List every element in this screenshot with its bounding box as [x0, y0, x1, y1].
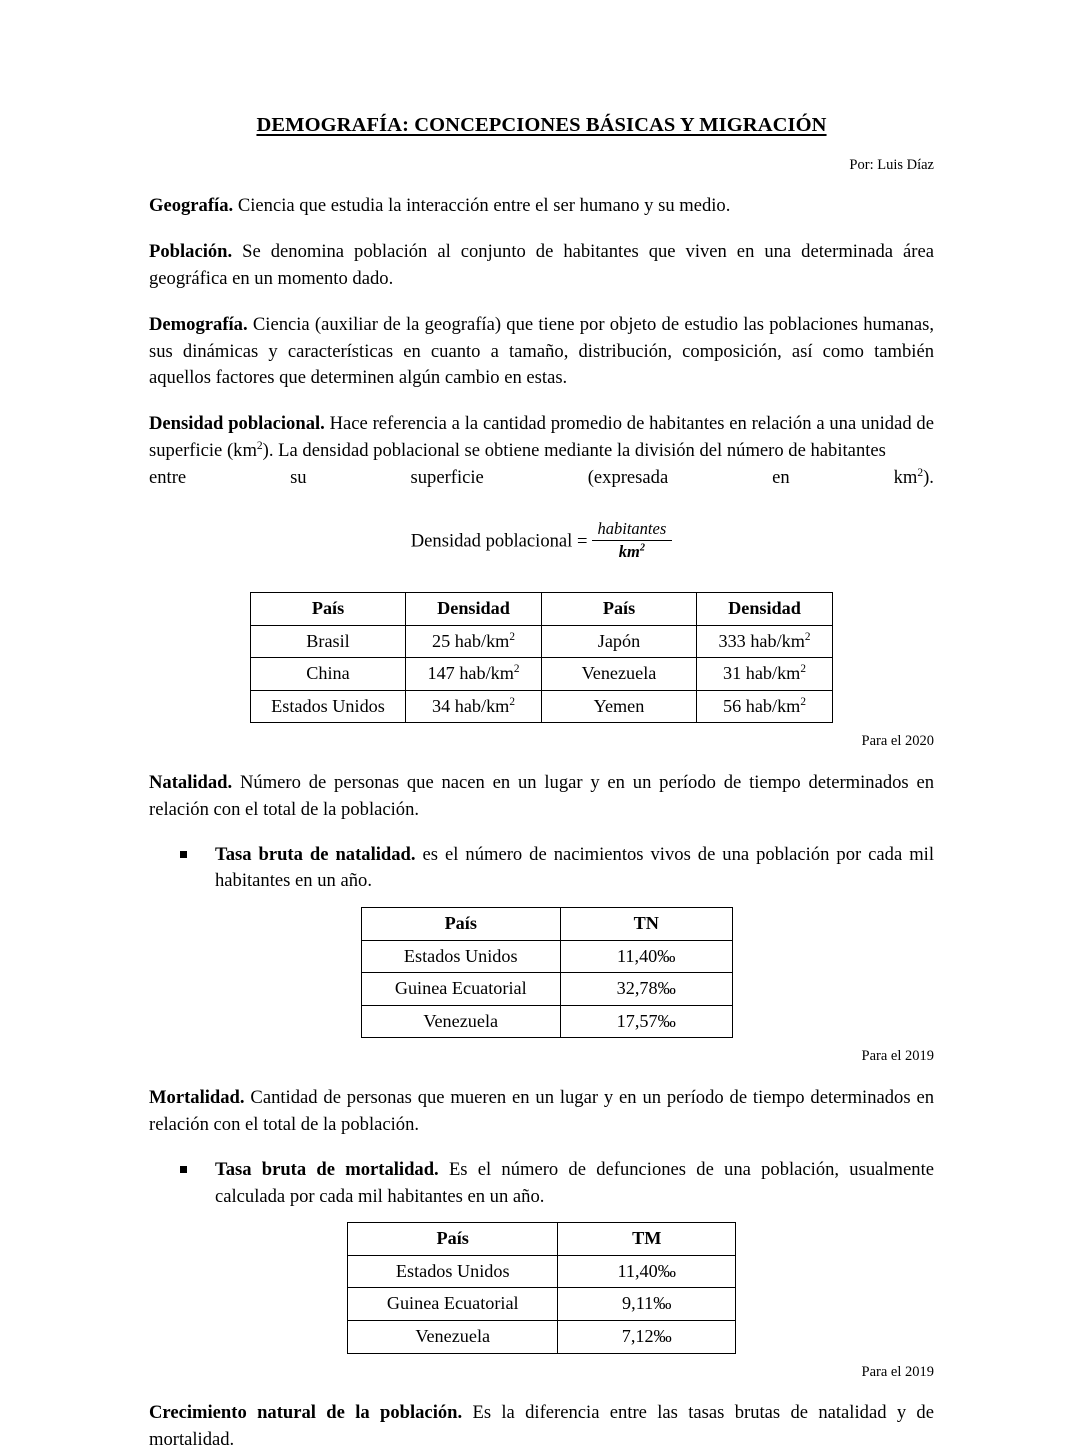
- table-row: [251, 690, 833, 723]
- definition-mortalidad: Cantidad de personas que mueren en un lugar y en un período de tiempo determinados en relación con el total de la población.: [149, 1087, 934, 1135]
- cell-country: Guinea Ecuatorial: [348, 1288, 558, 1321]
- justified-word-km: km: [893, 466, 918, 488]
- cell-country: Venezuela: [361, 1005, 560, 1038]
- formula-denominator: [592, 540, 673, 562]
- table-row: [348, 1255, 736, 1288]
- column-header-densidad-2: Densidad: [697, 592, 833, 625]
- cell-density-value: 31 hab/km: [723, 663, 801, 684]
- cell-country: Brasil: [251, 625, 406, 658]
- paragraph-demografia: [149, 312, 934, 392]
- cell-country: Yemen: [542, 690, 697, 723]
- table-row: [348, 1288, 736, 1321]
- table-row: [251, 658, 833, 691]
- paragraph-geografia: [149, 193, 934, 220]
- natality-table: [361, 907, 733, 1038]
- justified-word-su: su: [290, 466, 307, 488]
- byline: Por: Luis Díaz: [849, 156, 934, 173]
- superscript-two: 2: [509, 695, 515, 708]
- column-header-densidad-1: Densidad: [406, 592, 542, 625]
- list-item-content: [215, 1157, 934, 1211]
- page-title: [149, 112, 934, 139]
- justified-word-expresada: (expresada: [587, 466, 669, 488]
- natality-table-container: [149, 907, 934, 1038]
- cell-rate: 17,57‰: [560, 1005, 732, 1038]
- justified-word-superficie: superficie: [410, 466, 484, 488]
- table-row: [348, 1320, 736, 1353]
- cell-rate: 32,78‰: [560, 973, 732, 1006]
- paragraph-crecimiento: [149, 1400, 934, 1454]
- cell-density: [406, 690, 542, 723]
- cell-density-value: 56 hab/km: [723, 695, 801, 716]
- page-title-text: DEMOGRAFÍA: CONCEPCIONES BÁSICAS Y MIGRACIÓN: [256, 114, 827, 136]
- definition-densidad-justified-line: [149, 465, 934, 492]
- list-item-tasa-natalidad: [149, 842, 934, 896]
- definition-densidad-line1: Hace referencia a la cantidad promedio de habitantes en relación a una unidad: [324, 413, 912, 435]
- cell-country: Venezuela: [348, 1320, 558, 1353]
- square-bullet-icon: [180, 851, 187, 858]
- column-header-tm: TM: [558, 1223, 736, 1256]
- mortality-table-caption: Para el 2019: [861, 1363, 934, 1380]
- cell-density-value: 147 hab/km: [427, 663, 514, 684]
- mortality-table: [347, 1222, 736, 1353]
- cell-country: Venezuela: [542, 658, 697, 691]
- superscript-two: 2: [509, 630, 515, 643]
- formula-label: Densidad poblacional: [410, 530, 573, 552]
- column-header-pais: País: [348, 1223, 558, 1256]
- term-demografia: Demografía.: [149, 313, 248, 335]
- term-natalidad: Natalidad.: [149, 772, 233, 794]
- definition-densidad-line2b: ). La densidad poblacional se obtiene mediante la división del número de habitantes: [262, 439, 886, 461]
- superscript-two: 2: [917, 466, 924, 479]
- cell-density: [697, 690, 833, 723]
- cell-density-value: 25 hab/km: [432, 630, 510, 651]
- cell-country: Guinea Ecuatorial: [361, 973, 560, 1006]
- column-header-pais-2: País: [542, 592, 697, 625]
- density-table-caption: Para el 2020: [861, 733, 934, 750]
- term-poblacion: Población.: [149, 241, 233, 263]
- definition-geografia: Ciencia que estudia la interacción entre el ser humano y su medio.: [233, 195, 731, 217]
- cell-density: [697, 658, 833, 691]
- formula-numerator: habitantes: [597, 519, 667, 539]
- paragraph-densidad: [149, 411, 934, 465]
- density-formula: [149, 521, 934, 564]
- term-densidad: Densidad poblacional.: [149, 413, 325, 435]
- justified-word-entre: entre: [149, 466, 187, 488]
- density-table: [250, 592, 833, 723]
- cell-country: Japón: [542, 625, 697, 658]
- paragraph-natalidad: [149, 770, 934, 824]
- term-crecimiento-natural: Crecimiento natural de la población.: [149, 1402, 463, 1424]
- square-bullet-icon: [180, 1166, 187, 1173]
- cell-density: [406, 658, 542, 691]
- list-item-tasa-mortalidad: [149, 1157, 934, 1211]
- column-header-tn: TN: [560, 908, 732, 941]
- cell-density: [406, 625, 542, 658]
- cell-rate: 7,12‰: [558, 1320, 736, 1353]
- justified-word-km2: [894, 465, 934, 492]
- natality-table-caption: Para el 2019: [861, 1048, 934, 1065]
- term-tasa-bruta-mortalidad: Tasa bruta de mortalidad.: [215, 1158, 439, 1180]
- cell-country: Estados Unidos: [348, 1255, 558, 1288]
- cell-country: Estados Unidos: [361, 940, 560, 973]
- cell-density: [697, 625, 833, 658]
- mortality-table-container: [149, 1222, 934, 1353]
- definition-tasa-bruta-natalidad: es el número de nacimientos vivos de una población por cada mil habitantes en un año.: [215, 843, 935, 892]
- term-geografia: Geografía.: [149, 195, 234, 217]
- cell-country: China: [251, 658, 406, 691]
- cell-rate: 9,11‰: [558, 1288, 736, 1321]
- table-row: [361, 973, 732, 1006]
- cell-rate: 11,40‰: [558, 1255, 736, 1288]
- list-item-content: [215, 842, 934, 896]
- paragraph-mortalidad: [149, 1085, 934, 1139]
- term-tasa-bruta-natalidad: Tasa bruta de natalidad.: [215, 843, 416, 865]
- superscript-two: 2: [256, 439, 263, 452]
- cell-density-value: 333 hab/km: [718, 630, 805, 651]
- formula-denominator-base: km: [618, 542, 640, 562]
- table-header-row: [361, 908, 732, 941]
- formula-fraction: [592, 519, 673, 562]
- definition-tasa-bruta-mortalidad: Es el número de defunciones de una población, usualmente calculada por cada mil habitantes en un año.: [215, 1158, 934, 1207]
- definition-natalidad: Número de personas que nacen en un lugar y en un período de tiempo determinados en relación con el total de la población.: [149, 772, 934, 820]
- table-row: [361, 1005, 732, 1038]
- table-header-row: [251, 592, 833, 625]
- superscript-two: 2: [800, 695, 806, 708]
- density-table-container: [149, 592, 934, 723]
- justified-tail: ).: [923, 466, 934, 488]
- superscript-two: 2: [639, 542, 645, 554]
- cell-density-value: 34 hab/km: [432, 695, 510, 716]
- column-header-pais: País: [361, 908, 560, 941]
- cell-country: Estados Unidos: [251, 690, 406, 723]
- term-mortalidad: Mortalidad.: [149, 1087, 245, 1109]
- paragraph-poblacion: [149, 239, 934, 293]
- column-header-pais-1: País: [251, 592, 406, 625]
- definition-crecimiento-natural: Es la diferencia entre las tasas brutas de natalidad y de mortalidad.: [149, 1402, 934, 1451]
- superscript-two: 2: [513, 663, 520, 676]
- justified-word-en: en: [772, 466, 790, 488]
- table-row: [361, 940, 732, 973]
- definition-densidad-line2a: de superficie (km: [149, 413, 934, 461]
- definition-demografia: Ciencia (auxiliar de la geografía) que tiene por objeto de estudio las poblaciones humanas, sus dinámicas y características en cuanto a tamaño, distribución, composición, así como también aquellos factores que determinen algún cambio en estas.: [149, 313, 934, 389]
- cell-rate: 11,40‰: [560, 940, 732, 973]
- superscript-two: 2: [804, 630, 811, 643]
- table-header-row: [348, 1223, 736, 1256]
- superscript-two: 2: [800, 663, 806, 676]
- formula-equals: =: [577, 531, 588, 553]
- definition-poblacion: Se denomina población al conjunto de habitantes que viven en una determinada área geográfica en un momento dado.: [149, 241, 934, 290]
- table-row: [251, 625, 833, 658]
